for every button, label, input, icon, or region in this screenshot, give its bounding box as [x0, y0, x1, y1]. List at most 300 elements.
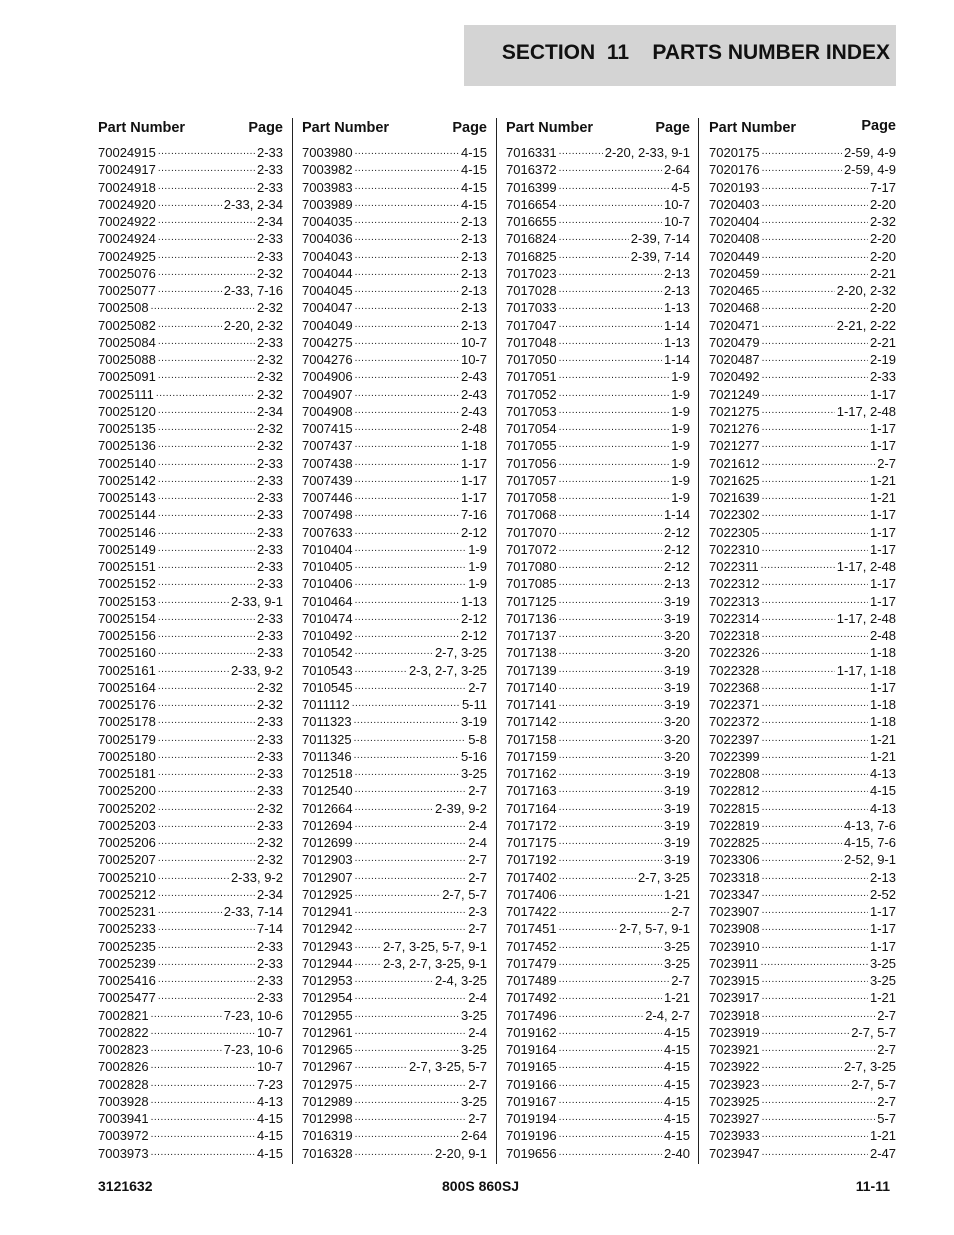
part-number: 7016399: [506, 179, 557, 195]
part-number: 7020176: [709, 162, 760, 178]
part-number: 70025179: [98, 731, 156, 747]
page-reference: 2-48: [460, 421, 487, 436]
page-reference: 7-16: [460, 507, 487, 523]
dot-leader: [762, 627, 868, 644]
page-reference: 2-33: [256, 231, 283, 247]
index-entry: [98, 368, 283, 385]
dot-leader: [355, 541, 467, 558]
dot-leader: [762, 851, 842, 868]
dot-leader: [762, 575, 868, 592]
dot-leader: [355, 834, 467, 851]
dot-leader: [559, 748, 662, 765]
dot-leader: [355, 420, 459, 437]
page-reference: 2-33, 9-2: [230, 662, 283, 678]
index-entry: [506, 955, 690, 972]
part-number: 7007415: [302, 421, 353, 436]
dot-leader: [559, 1041, 662, 1058]
index-entry: [302, 886, 487, 903]
dot-leader: [559, 627, 662, 644]
page-reference: 2-33, 9-2: [230, 869, 283, 885]
index-entry: [302, 506, 487, 523]
index-entry: [98, 1110, 283, 1127]
page-reference: 1-17, 1-18: [836, 662, 896, 678]
index-entry: [302, 1110, 487, 1127]
index-entry: [98, 920, 283, 937]
index-entry: [709, 938, 896, 955]
page-reference: 1-17: [869, 593, 896, 609]
dot-leader: [559, 1058, 662, 1075]
page-reference: 1-18: [460, 438, 487, 454]
index-rows: [506, 144, 690, 1162]
page-reference: 2-7: [468, 921, 487, 937]
part-number: 7021275: [709, 403, 760, 419]
dot-leader: [354, 713, 459, 730]
part-number: 7004044: [302, 265, 353, 281]
page-reference: 4-15: [663, 1024, 690, 1040]
page-reference: 7-23, 10-6: [223, 1007, 283, 1023]
index-entry: [506, 196, 690, 213]
dot-leader: [158, 196, 222, 213]
index-entry: [302, 334, 487, 351]
index-entry: [98, 782, 283, 799]
dot-leader: [355, 662, 407, 679]
page-reference: 2-33: [256, 990, 283, 1006]
part-number: 7003941: [98, 1111, 149, 1126]
index-entry: [98, 903, 283, 920]
index-entry: [98, 299, 283, 316]
dot-leader: [355, 627, 459, 644]
dot-leader: [355, 317, 459, 334]
part-number: 70024915: [98, 145, 156, 160]
dot-leader: [762, 144, 842, 161]
index-entry: [302, 1007, 487, 1024]
dot-leader: [355, 1041, 459, 1058]
index-entry: [98, 748, 283, 765]
page-reference: 1-9: [671, 386, 690, 402]
index-entry: [709, 662, 896, 679]
page-reference: 2-7: [877, 1093, 896, 1109]
page-reference: 2-12: [460, 610, 487, 626]
index-entry: [98, 1041, 283, 1058]
part-number: 70025210: [98, 869, 156, 885]
page-reference: 4-15: [256, 1128, 283, 1144]
page-reference: 2-20, 2-33, 9-1: [604, 145, 690, 160]
dot-leader: [762, 541, 868, 558]
part-number: 7012941: [302, 904, 353, 919]
page-reference: 2-33: [256, 162, 283, 178]
dot-leader: [762, 1041, 876, 1058]
index-entry: [98, 196, 283, 213]
part-number: 7022372: [709, 714, 760, 730]
page-reference: 3-25: [460, 1042, 487, 1057]
page-reference: 4-15: [460, 179, 487, 195]
dot-leader: [762, 1058, 842, 1075]
page-reference: 2-33, 9-1: [230, 593, 283, 609]
dot-leader: [158, 834, 255, 851]
dot-leader: [158, 489, 255, 506]
dot-leader: [158, 455, 255, 472]
index-entry: [506, 886, 690, 903]
dot-leader: [762, 800, 868, 817]
part-number: 7012955: [302, 1007, 353, 1023]
part-number: 7022371: [709, 697, 760, 712]
dot-leader: [559, 610, 662, 627]
dot-leader: [559, 834, 662, 851]
index-entry: [302, 317, 487, 334]
dot-leader: [158, 731, 255, 748]
index-entry: [98, 524, 283, 541]
dot-leader: [355, 351, 459, 368]
index-entry: [709, 644, 896, 661]
page-reference: 3-19: [663, 679, 690, 695]
part-number: 7023318: [709, 869, 760, 885]
index-entry: [98, 610, 283, 627]
index-entry: [506, 179, 690, 196]
page-reference: 2-33: [256, 179, 283, 195]
part-number: 7021625: [709, 472, 760, 488]
page-reference: 2-21: [869, 265, 896, 281]
dot-leader: [355, 1007, 459, 1024]
column-divider: [496, 118, 497, 1164]
part-number: 7017192: [506, 852, 557, 868]
dot-leader: [762, 230, 868, 247]
dot-leader: [559, 282, 662, 299]
page-reference: 2-32: [256, 438, 283, 454]
part-number: 7019167: [506, 1093, 557, 1109]
dot-leader: [762, 748, 868, 765]
part-number: 70024922: [98, 214, 156, 229]
part-number: 7022311: [709, 559, 759, 574]
page-reference: 4-15: [663, 1076, 690, 1092]
dot-leader: [355, 489, 459, 506]
page-header: Page: [452, 120, 487, 136]
part-number: 70025149: [98, 541, 156, 557]
index-entry: [98, 938, 283, 955]
index-entry: [98, 989, 283, 1006]
part-number: 7022310: [709, 541, 760, 557]
page-reference: 4-15: [460, 196, 487, 212]
page-reference: 10-7: [663, 196, 690, 212]
part-number: 7017452: [506, 938, 557, 954]
part-number: 7020404: [709, 214, 760, 229]
dot-leader: [559, 179, 670, 196]
part-number: 7012699: [302, 835, 353, 850]
dot-leader: [762, 420, 868, 437]
page-reference: 2-52: [869, 886, 896, 902]
part-number: 70025120: [98, 403, 156, 419]
footer-model: 800S 860SJ: [442, 1178, 520, 1194]
page-reference: 2-20, 2-32: [223, 317, 283, 333]
index-entry: [506, 317, 690, 334]
dot-leader: [158, 334, 255, 351]
part-number: 7017028: [506, 283, 557, 298]
part-number: 7022312: [709, 576, 760, 592]
part-number: 7016372: [506, 162, 557, 178]
dot-leader: [158, 524, 255, 541]
page-reference: 1-9: [468, 559, 487, 574]
part-number: 7012907: [302, 869, 353, 885]
part-number: 7011323: [302, 714, 352, 730]
dot-leader: [158, 713, 255, 730]
index-entry: [302, 1024, 487, 1041]
index-entry: [506, 575, 690, 592]
dot-leader: [355, 196, 459, 213]
index-entry: [302, 869, 487, 886]
index-entry: [709, 834, 896, 851]
part-number: 70025212: [98, 886, 156, 902]
dot-leader: [762, 679, 868, 696]
index-entry: [98, 386, 283, 403]
section-title: SECTION 11 PARTS NUMBER INDEX: [501, 41, 890, 64]
page-reference: 5-11: [461, 697, 487, 712]
dot-leader: [762, 1145, 868, 1162]
part-number: 70025077: [98, 283, 156, 298]
dot-leader: [559, 731, 662, 748]
index-entry: [302, 489, 487, 506]
dot-leader: [559, 1145, 662, 1162]
dot-leader: [158, 610, 255, 627]
index-entry: [302, 213, 487, 230]
page-reference: 2-33: [256, 714, 283, 730]
part-number: 7012998: [302, 1111, 353, 1126]
index-entry: [302, 161, 487, 178]
part-number: 7020465: [709, 283, 760, 298]
page-reference: 2-7, 3-25, 5-7, 9-1: [382, 938, 487, 954]
index-entry: [98, 817, 283, 834]
part-number: 7020487: [709, 352, 760, 367]
dot-leader: [762, 196, 868, 213]
dot-leader: [559, 817, 662, 834]
part-number: 7017023: [506, 265, 557, 281]
page-reference: 4-5: [671, 179, 690, 195]
part-number: 70025239: [98, 955, 156, 971]
part-number: 7020175: [709, 145, 760, 160]
page-reference: 2-32: [256, 352, 283, 367]
part-number: 70025200: [98, 783, 156, 799]
part-number: 7010545: [302, 679, 353, 695]
part-number: 70024917: [98, 162, 156, 178]
page-reference: 1-21: [869, 748, 896, 764]
index-entry: [302, 765, 487, 782]
part-number: 7023918: [709, 1007, 760, 1023]
part-number: 7023927: [709, 1111, 760, 1126]
dot-leader: [559, 869, 636, 886]
dot-leader: [158, 662, 229, 679]
page-reference: 1-18: [869, 697, 896, 712]
page-reference: 1-17: [869, 438, 896, 454]
part-number: 7023947: [709, 1145, 760, 1161]
part-number: 7021249: [709, 386, 760, 402]
part-number: 7020468: [709, 300, 760, 316]
page-reference: 2-12: [460, 628, 487, 643]
column-header: [98, 118, 283, 144]
dot-leader: [559, 662, 662, 679]
part-number: 7022368: [709, 679, 760, 695]
page-reference: 2-43: [460, 369, 487, 385]
page-reference: 3-19: [663, 835, 690, 850]
index-entry: [98, 1127, 283, 1144]
page-reference: 2-34: [256, 214, 283, 229]
dot-leader: [559, 196, 662, 213]
page-header: Page: [248, 120, 283, 136]
page-header: Page: [655, 120, 690, 136]
page-reference: 1-18: [869, 645, 896, 661]
index-entry: [302, 1058, 487, 1075]
dot-leader: [559, 248, 629, 265]
part-number: 70025181: [98, 766, 156, 781]
dot-leader: [559, 972, 670, 989]
index-entry: [506, 782, 690, 799]
part-number: 7017048: [506, 334, 557, 350]
index-entry: [506, 524, 690, 541]
part-number: 70025231: [98, 904, 156, 919]
page-reference: 2-7, 3-25, 5-7: [408, 1059, 487, 1075]
part-number: 7017033: [506, 300, 557, 316]
part-number: 70025202: [98, 800, 156, 816]
index-entry: [506, 593, 690, 610]
part-number: 7012540: [302, 783, 353, 799]
page-reference: 2-13: [663, 283, 690, 298]
index-entry: [98, 213, 283, 230]
index-entry: [302, 610, 487, 627]
page-reference: 1-17: [869, 421, 896, 436]
dot-leader: [762, 731, 868, 748]
part-number: 7017422: [506, 904, 557, 919]
index-entry: [506, 920, 690, 937]
part-number: 7022328: [709, 662, 760, 678]
dot-leader: [158, 282, 222, 299]
page-reference: 4-15: [663, 1042, 690, 1057]
page-reference: 2-32: [256, 300, 283, 316]
page-reference: 1-21: [869, 731, 896, 747]
page-reference: 1-21: [869, 490, 896, 505]
dot-leader: [762, 248, 868, 265]
page-reference: 4-15: [256, 1145, 283, 1161]
page-reference: 2-39, 9-2: [434, 800, 487, 816]
dot-leader: [559, 213, 662, 230]
index-entry: [98, 972, 283, 989]
index-entry: [709, 524, 896, 541]
page-reference: 2-4: [468, 1024, 487, 1040]
index-entry: [506, 938, 690, 955]
index-entry: [302, 420, 487, 437]
page-reference: 2-33: [256, 783, 283, 799]
index-entry: [709, 161, 896, 178]
index-entry: [506, 334, 690, 351]
dot-leader: [355, 593, 459, 610]
page-reference: 2-33: [256, 145, 283, 160]
dot-leader: [158, 506, 255, 523]
part-number: 7023922: [709, 1059, 760, 1075]
part-number: 7022302: [709, 507, 760, 523]
dot-leader: [762, 403, 835, 420]
index-entry: [709, 1041, 896, 1058]
index-entry: [98, 489, 283, 506]
index-entry: [709, 713, 896, 730]
page-reference: 1-17: [869, 524, 896, 540]
part-number: 7021276: [709, 421, 760, 436]
page-reference: 2-13: [460, 265, 487, 281]
dot-leader: [762, 265, 868, 282]
page-reference: 2-33: [256, 731, 283, 747]
page-reference: 2-7, 3-25: [637, 869, 690, 885]
part-number: 70025135: [98, 421, 156, 436]
page-reference: 3-25: [460, 766, 487, 781]
dot-leader: [559, 696, 662, 713]
dot-leader: [158, 679, 255, 696]
dot-leader: [762, 662, 835, 679]
index-entry: [709, 782, 896, 799]
part-number: 7011112: [302, 697, 350, 712]
dot-leader: [355, 334, 459, 351]
index-entry: [709, 817, 896, 834]
part-number: 7017142: [506, 714, 557, 730]
index-entry: [709, 989, 896, 1006]
index-entry: [506, 662, 690, 679]
part-number: 7017141: [506, 697, 557, 712]
page-reference: 1-21: [869, 1128, 896, 1144]
page-reference: 1-21: [869, 990, 896, 1006]
index-entry: [98, 662, 283, 679]
index-entry: [98, 851, 283, 868]
page-reference: 2-33: [256, 472, 283, 488]
index-entry: [506, 713, 690, 730]
dot-leader: [355, 938, 381, 955]
dot-leader: [762, 455, 876, 472]
dot-leader: [158, 161, 255, 178]
page-reference: 2-64: [663, 162, 690, 178]
page-reference: 2-32: [256, 679, 283, 695]
part-number: 7002828: [98, 1076, 149, 1092]
dot-leader: [355, 972, 433, 989]
dot-leader: [158, 248, 255, 265]
index-entry: [506, 851, 690, 868]
page-reference: 2-13: [460, 317, 487, 333]
part-number: 7011346: [302, 748, 352, 764]
page-reference: 2-7, 5-7: [851, 1024, 896, 1040]
page-reference: 2-13: [663, 265, 690, 281]
page-reference: 1-21: [663, 886, 690, 902]
index-column-4: [709, 118, 896, 1162]
index-entry: [98, 575, 283, 592]
page-reference: 2-7: [468, 869, 487, 885]
page-reference: 2-3, 2-7, 3-25: [408, 662, 487, 678]
part-number: 7012965: [302, 1042, 353, 1057]
dot-leader: [158, 627, 255, 644]
dot-leader: [559, 886, 662, 903]
dot-leader: [762, 179, 868, 196]
index-entry: [302, 1041, 487, 1058]
index-entry: [709, 627, 896, 644]
page-reference: 2-20: [869, 248, 896, 264]
dot-leader: [355, 506, 459, 523]
index-entry: [98, 179, 283, 196]
dot-leader: [762, 782, 868, 799]
part-number: 7017055: [506, 438, 557, 454]
dot-leader: [355, 869, 467, 886]
dot-leader: [355, 886, 441, 903]
page-reference: 7-14: [256, 921, 283, 937]
part-number: 7004907: [302, 386, 353, 402]
page-reference: 2-4: [468, 990, 487, 1006]
page-reference: 2-47: [869, 1145, 896, 1161]
dot-leader: [762, 1076, 850, 1093]
page-reference: 2-33: [256, 455, 283, 471]
index-entry: [98, 248, 283, 265]
page-reference: 3-25: [460, 1093, 487, 1109]
page-reference: 2-7: [877, 1042, 896, 1057]
page-reference: 1-13: [663, 300, 690, 316]
